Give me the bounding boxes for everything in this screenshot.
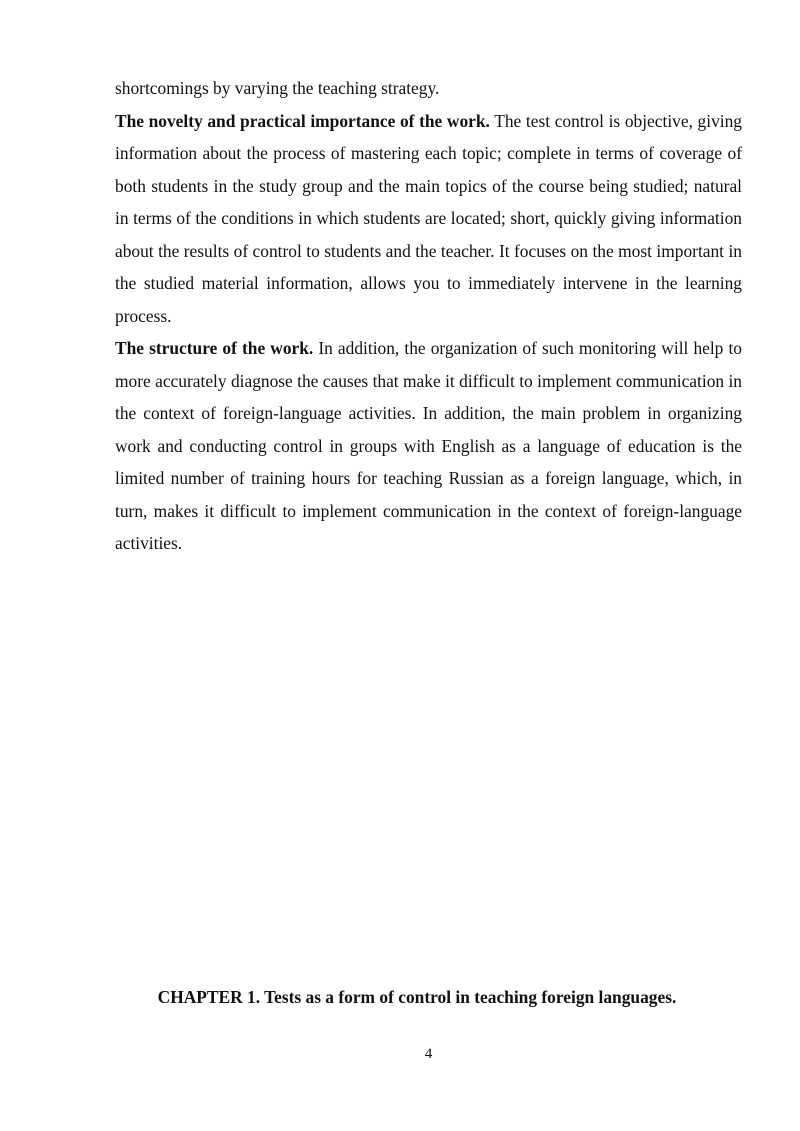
chapter-heading: CHAPTER 1. Tests as a form of control in teaching foreign languages. bbox=[157, 987, 677, 1007]
paragraph-heading: The structure of the work. bbox=[115, 338, 314, 358]
paragraph-text: The test control is objective, giving information about the process of mastering each topic; complete in terms of coverage of both students in the study group and the main topics of the course being studied; natural in terms of the conditions in which students are located; short, quickly giving information about the results of control to students and the teacher. It focuses on the most important in the studied material information, allows you to immediately intervene in the learning process. bbox=[115, 110, 742, 326]
page-number: 4 bbox=[424, 1046, 433, 1062]
paragraph-continuation bbox=[115, 72, 742, 105]
paragraph-text: In addition, the organization of such monitoring will help to more accurately diagnose the causes that make it difficult to implement communication in the context of foreign-language activities. In addition, the main problem in organizing work and conducting control in groups with English as a language of education is the limited number of training hours for teaching Russian as a foreign language, which, in turn, makes it difficult to implement communication in the context of foreign-language activities. bbox=[115, 338, 742, 553]
body-text bbox=[115, 72, 742, 560]
paragraph-heading: The novelty and practical importance of the work. bbox=[115, 110, 490, 131]
paragraph-novelty bbox=[115, 105, 742, 333]
paragraph-text: shortcomings by varying the teaching strategy. bbox=[115, 78, 440, 98]
paragraph-structure bbox=[115, 332, 742, 560]
